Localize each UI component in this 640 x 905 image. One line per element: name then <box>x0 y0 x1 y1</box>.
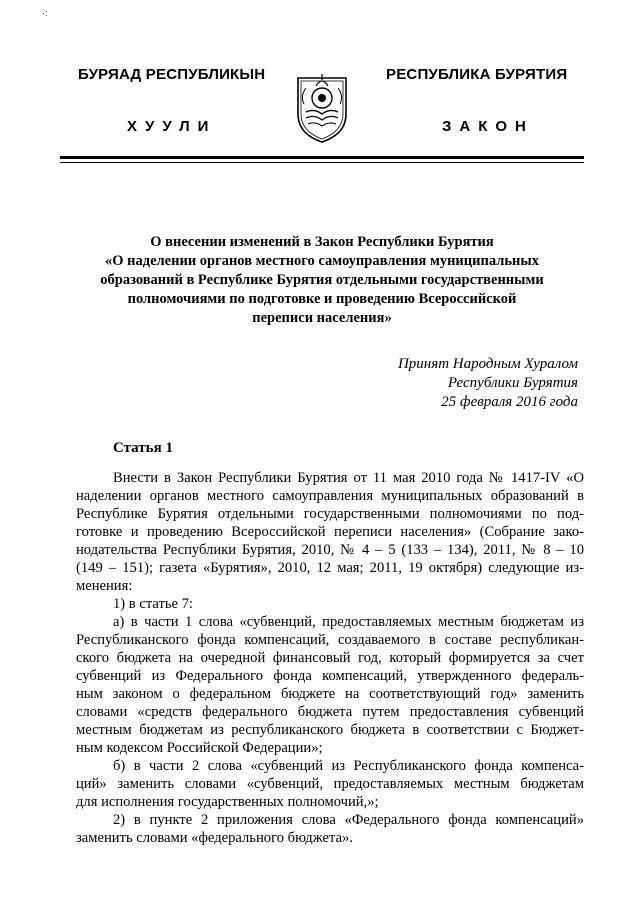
body-line: готовке и проведению Всероссийской переписи населения» (Собрание зако- <box>76 524 584 540</box>
body-line: ным кодексом Российской Федерации»; <box>76 740 323 756</box>
article-heading: Статья 1 <box>113 440 173 456</box>
adoption-date: 25 февраля 2016 года <box>441 394 578 410</box>
body-line: местным бюджетам из республиканского бюджета в соответствии с Бюджет- <box>76 722 584 738</box>
header-divider-thin <box>60 162 584 163</box>
body-line: субвенций из Федерального фонда компенсаций, утвержденного федераль- <box>76 668 584 684</box>
title-line: «О наделении органов местного самоуправления муниципальных <box>105 253 539 269</box>
title-line: О внесении изменений в Закон Республики Бурятия <box>150 234 494 250</box>
header-buryat-republic: БУРЯАД РЕСПУБЛИКЫН <box>78 66 266 83</box>
adoption-line: Республики Бурятия <box>447 375 578 391</box>
body-line: а) в части 1 слова «субвенций, предоставляемых местным бюджетам из <box>113 614 584 630</box>
title-line: полномочиями по подготовке и проведению Всероссийской <box>127 291 517 307</box>
header-republic-buryatia: РЕСПУБЛИКА БУРЯТИЯ <box>386 66 568 83</box>
scan-artifact: ·: <box>42 8 48 18</box>
body-line: менения: <box>76 578 133 594</box>
body-line: заменить словами «федерального бюджета». <box>76 830 353 846</box>
header-zakon: ЗАКОН <box>442 118 534 135</box>
header-khuuli: ХУУЛИ <box>127 118 217 135</box>
title-line: образований в Республике Бурятия отдельными государственными <box>100 272 544 288</box>
coat-of-arms-icon <box>294 68 350 144</box>
body-line: для исполнения государственных полномочий,»; <box>76 794 379 810</box>
body-line: б) в части 2 слова «субвенций из Республиканского фонда компенса- <box>113 758 584 774</box>
body-line: 1) в статье 7: <box>113 596 193 612</box>
body-line: ций» заменить словами «субвенций, предоставляемых местным бюджетам <box>76 776 584 792</box>
body-line: нодательства Республики Бурятия, 2010, № 4 – 5 (133 – 134), 2011, № 8 – 10 <box>76 542 584 558</box>
body-line: Республиканского фонда компенсаций, создаваемого в составе республикан- <box>76 632 584 648</box>
body-line: Внести в Закон Республики Бурятия от 11 мая 2010 года № 1417-IV «О <box>113 470 584 486</box>
body-line: 2) в пункте 2 приложения слова «Федерального фонда компенсаций» <box>113 812 584 828</box>
body-line: словами «средств федерального бюджета путем предоставления субвенций <box>76 704 584 720</box>
adoption-line: Принят Народным Хуралом <box>397 356 578 372</box>
header-divider-thick <box>60 156 584 159</box>
title-line: переписи населения» <box>252 310 392 326</box>
article-body <box>76 469 584 847</box>
adoption-note <box>398 355 578 412</box>
body-line: ского бюджета на очередной финансовый год, который формируется за счет <box>76 650 584 666</box>
body-line: Республике Бурятия отдельными государственными полномочиями по под- <box>76 506 584 522</box>
body-line: ным законом о федеральном бюджете на соответствующий год» заменить <box>76 686 584 702</box>
body-line: (149 – 151); газета «Бурятия», 2010, 12 мая; 2011, 19 октября) следующие из- <box>76 560 584 576</box>
law-title <box>70 233 574 328</box>
body-line: наделении органов местного самоуправления муниципальных образований в <box>76 488 584 504</box>
